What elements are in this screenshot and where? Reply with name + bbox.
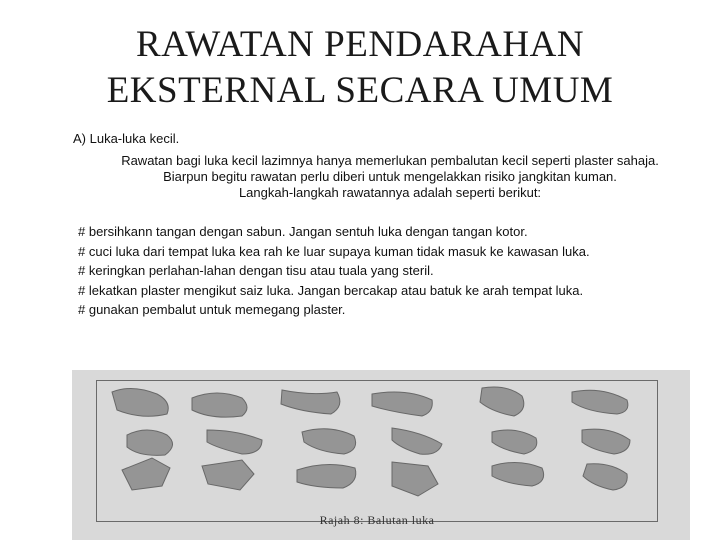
intro-line: Biarpun begitu rawatan perlu diberi untuk mengelakkan risiko jangkitan kuman.: [163, 169, 617, 184]
steps-list: [78, 222, 698, 320]
figure-caption: Rajah 8: Balutan luka: [319, 513, 435, 527]
bandage-figure-image: [72, 370, 690, 540]
step-item: # lekatkan plaster mengikut saiz luka. Jangan bercakap atau batuk ke arah tempat luka.: [78, 282, 584, 298]
title-line-1: RAWATAN PENDARAHAN: [135, 24, 585, 65]
figure-frame: [96, 380, 658, 527]
intro-paragraph: [80, 153, 700, 201]
page-title: [0, 22, 720, 114]
step-item: # gunakan pembalut untuk memegang plaster.: [78, 302, 346, 317]
intro-line: Langkah-langkah rawatannya adalah seperti berikut:: [238, 185, 542, 200]
step-item: # keringkan perlahan-lahan dengan tisu atau tuala yang steril.: [78, 263, 434, 278]
section-heading: A) Luka-luka kecil.: [73, 131, 180, 146]
title-line-2: EKSTERNAL SECARA UMUM: [106, 70, 614, 111]
step-item: # cuci luka dari tempat luka kea rah ke luar supaya kuman tidak masuk ke kawasan luka.: [78, 243, 590, 259]
step-item: # bersihkann tangan dengan sabun. Jangan sentuh luka dengan tangan kotor.: [78, 224, 528, 239]
intro-line: Rawatan bagi luka kecil lazimnya hanya memerlukan pembalutan kecil seperti plaster sahaja.: [121, 153, 659, 168]
